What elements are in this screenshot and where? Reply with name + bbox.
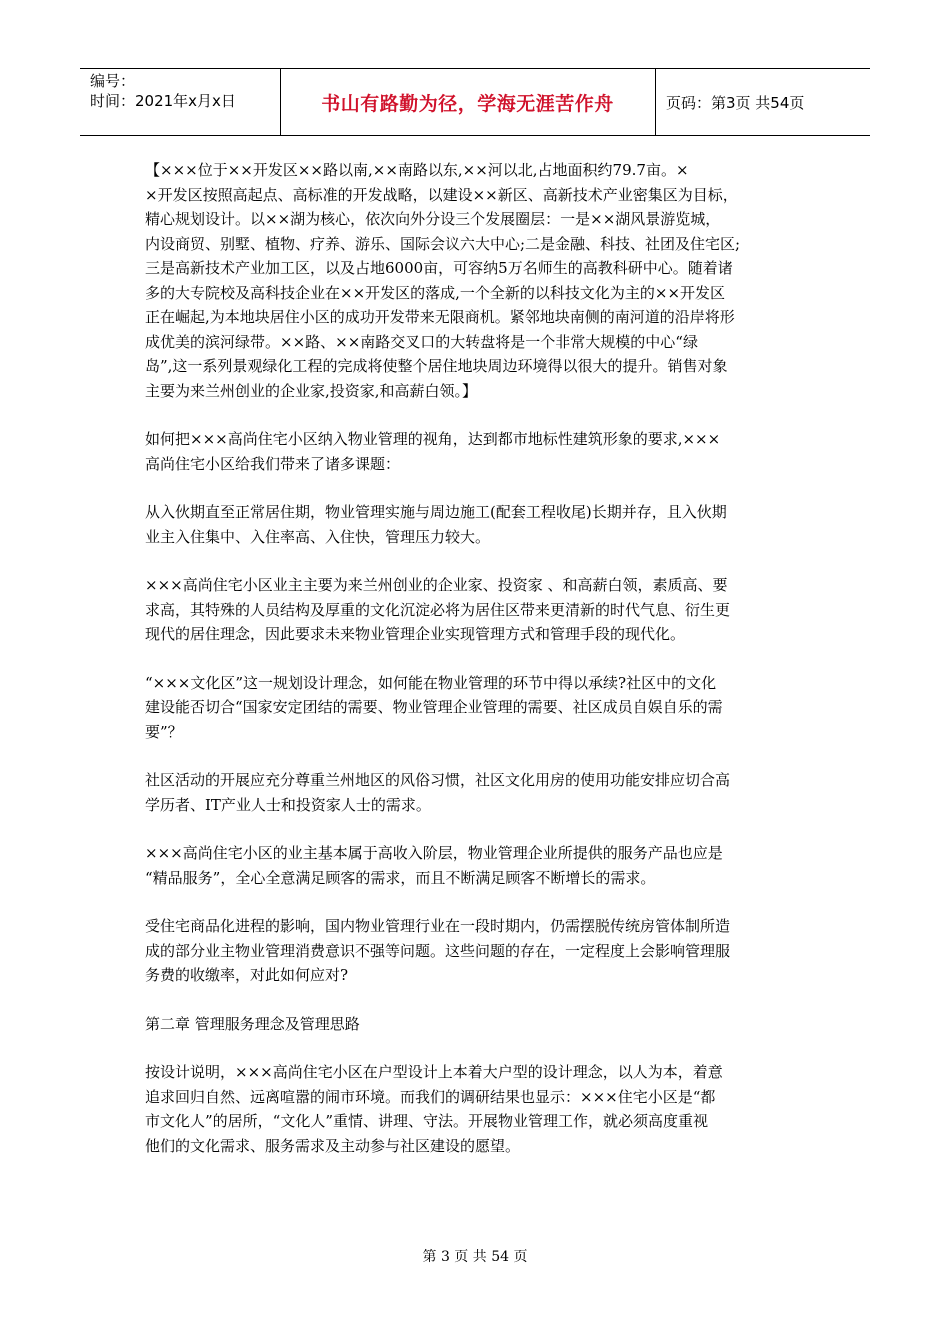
- paragraph-line: ×××高尚住宅小区的业主基本属于高收入阶层，物业管理企业所提供的服务产品也应是: [145, 844, 723, 862]
- paragraph-line: 高尚住宅小区给我们带来了诸多课题：: [145, 454, 401, 473]
- paragraph-line: 学历者、IT产业人士和投资家人士的需求。: [145, 795, 431, 814]
- paragraph-line: 多的大专院校及高科技企业在××开发区的落成,一个全新的以科技文化为主的××开发区: [145, 283, 726, 302]
- paragraph-line: 求高，其特殊的人员结构及厚重的文化沉淀必将为居住区带来更清新的时代气息、衍生更: [145, 600, 731, 619]
- page-header: [80, 68, 870, 136]
- body-paragraph: [145, 158, 825, 403]
- paragraph-line: 业主入住集中、入住率高、入住快，管理压力较大。: [145, 527, 491, 546]
- paragraph-line: 按设计说明，×××高尚住宅小区在户型设计上本着大户型的设计理念，以人为本，着意: [145, 1063, 723, 1081]
- paragraph-line: 受住宅商品化进程的影响，国内物业管理行业在一段时期内，仍需摆脱传统房管体制所造: [145, 917, 731, 935]
- paragraph-line: 精心规划设计。以××湖为核心，依次向外分设三个发展圈层：一是××湖风景游览城，: [145, 210, 721, 228]
- paragraph-line: ×××高尚住宅小区业主主要为来兰州创业的企业家、投资家 、和高薪白领，素质高、要: [145, 576, 728, 594]
- paragraph-line: 建设能否切合“国家安定团结的需要、物业管理企业管理的需要、社区成员自娱自乐的需: [145, 698, 723, 716]
- paragraph-line: 内设商贸、别墅、植物、疗养、游乐、国际会议六大中心;二是金融、科技、社团及住宅区;: [145, 234, 741, 253]
- paragraph-line: 三是高新技术产业加工区，以及占地6000亩，可容纳5万名师生的高教科研中心。随着诸: [145, 259, 733, 277]
- body-paragraph: [145, 841, 825, 890]
- paragraph-line: 追求回归自然、远离喧嚣的闹市环境。而我们的调研结果也显示：×××住宅小区是“都: [145, 1087, 716, 1106]
- paragraph-line: 社区活动的开展应充分尊重兰州地区的风俗习惯，社区文化用房的使用功能安排应切合高: [145, 771, 731, 789]
- body-paragraph: [145, 768, 825, 817]
- paragraph-line: 如何把×××高尚住宅小区纳入物业管理的视角，达到都市地标性建筑形象的要求,×××: [145, 430, 721, 448]
- paragraph-line: 成优美的滨河绿带。××路、××南路交叉口的大转盘将是一个非常大规模的中心“绿: [145, 332, 698, 351]
- document-date: 时间：2021年x月x日: [90, 92, 236, 110]
- paragraph-line: “×××文化区”这一规划设计理念，如何能在物业管理的环节中得以承续?社区中的文化: [145, 673, 717, 692]
- paragraph-line: 正在崛起,为本地块居住小区的成功开发带来无限商机。紧邻地块南侧的南河道的沿岸将形: [145, 308, 735, 326]
- paragraph-line: 市文化人”的居所，“文化人”重情、讲理、守法。开展物业管理工作，就必须高度重视: [145, 1112, 709, 1130]
- paragraph-line: 主要为来兰州创业的企业家,投资家,和高薪白领。】: [145, 381, 478, 400]
- paragraph-line: 务费的收缴率，对此如何应对?: [145, 966, 349, 984]
- body-paragraph: [145, 500, 825, 549]
- document-body: [145, 158, 825, 1182]
- paragraph-line: 现代的居住理念，因此要求未来物业管理企业实现管理方式和管理手段的现代化。: [145, 625, 686, 643]
- body-paragraph: [145, 573, 825, 647]
- paragraph-line: 从入伙期直至正常居住期，物业管理实施与周边施工(配套工程收尾)长期并存，且入伙期: [145, 503, 727, 521]
- body-paragraph: [145, 914, 825, 988]
- header-page-info: 页码：第3页 共54页: [666, 93, 805, 112]
- paragraph-line: “精品服务”，全心全意满足顾客的需求，而且不断满足顾客不断增长的需求。: [145, 868, 656, 887]
- body-paragraph: [145, 1012, 825, 1037]
- paragraph-line: 他们的文化需求、服务需求及主动参与社区建设的愿望。: [145, 1136, 521, 1155]
- header-meta: [90, 71, 236, 111]
- paragraph-line: 岛”,这一系列景观绿化工程的完成将使整个居住地块周边环境得以很大的提升。销售对象: [145, 357, 728, 375]
- document-number-label: 编号：: [90, 72, 136, 90]
- body-paragraph: [145, 671, 825, 745]
- header-motto: 书山有路勤为径，学海无涯苦作舟: [321, 92, 614, 115]
- paragraph-line: 【×××位于××开发区××路以南,××南路以东,××河以北,占地面积约79.7亩。×: [145, 161, 689, 179]
- header-divider-right: [655, 69, 656, 135]
- paragraph-line: 第二章 管理服务理念及管理思路: [145, 1014, 360, 1033]
- paragraph-line: 成的部分业主物业管理消费意识不强等问题。这些问题的存在，一定程度上会影响管理服: [145, 941, 731, 960]
- paragraph-line: 要”？: [145, 722, 183, 741]
- page-footer: 第 3 页 共 54 页: [422, 1249, 528, 1265]
- body-paragraph: [145, 427, 825, 476]
- body-paragraph: [145, 1060, 825, 1158]
- paragraph-line: ×开发区按照高起点、高标准的开发战略，以建设××新区、高新技术产业密集区为目标，: [145, 185, 738, 204]
